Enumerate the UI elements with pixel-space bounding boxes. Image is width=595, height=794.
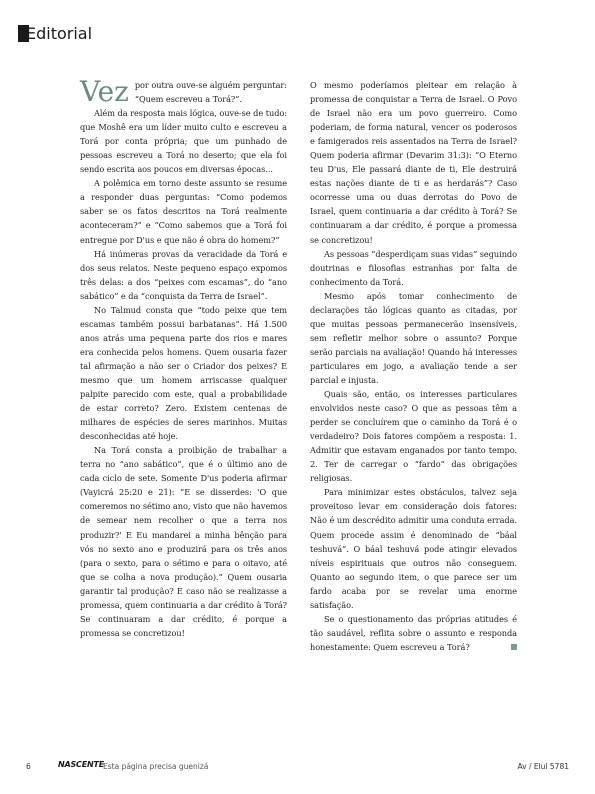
geniza-note: Esta página precisa guenizá	[103, 762, 209, 771]
section-header	[18, 22, 92, 42]
article-paragraph: O mesmo poderíamos pleitear em relação à promessa de conquistar a Terra de Israel. O Povo de Israel não era um povo guerreiro. Como poderiam, de forma natural, vencer os poderosos e famigerados reis assentados na Terra de Israel? Quem poderia afirmar (Devarim 31:3): “O Eterno teu D'us, Ele passará diante de ti, Ele destruirá estas nações diante de ti e as herdarás”? Caso ocorresse uma ou duas derrotas do Povo de Israel, quem continuaria a dar crédito à Torá? Se continuaram a dar crédito, é porque a promessa se concretizou!	[310, 80, 517, 245]
article-paragraph-final: Se o questionamento das próprias atitudes é tão saudável, reflita sobre o assunto e responda honestamente: Quem escreveu a Torá?	[310, 613, 517, 652]
page-number: 6	[26, 762, 31, 771]
article-paragraph: Na Torá consta a proibição de trabalhar a terra no “ano sabático”, que é o último ano de cada ciclo de sete. Somente D'us poderia afirmar (Vayicrá 25:20 e 21): “E se disserdes: 'O que comeremos no sétimo ano, visto que não havemos de semear nem recolher o que a terra nos produzir?' E Eu mandarei a minha bênção para vós no sexto ano e produzirá para os três anos (para o sexto, para o sétimo e para o oitavo, até que se colha a nova produção).” Quem ousaria garantir tal produção? E caso não se realizasse a promessa, quem continuaria a dar crédito à Torá? Se continuaram a dar crédito, é porque a promessa se concretizou!	[80, 445, 287, 638]
article-paragraph: Além da resposta mais lógica, ouve-se de tudo: que Moshê era um líder muito culto e escreveu a Torá por conta própria; que um punhado de pessoas escreveu a Torá no deserto; que ela foi sendo escrita aos poucos em diversas épocas...	[80, 108, 287, 175]
issue-date: Av / Elul 5781	[517, 762, 569, 771]
article-column-left	[80, 75, 287, 640]
article-paragraph: Para minimizar estes obstáculos, talvez seja proveitoso levar em consideração dois fatores: Não é um descrédito admitir uma conduta errada. Quem procede assim é denominado de “báal teshuvá”. O báal teshuvá pode atingir elevados níveis espirituais que outros não conseguem. Quanto ao segundo item, o que parece ser um fardo acaba por se revelar uma enorme satisfação.	[310, 487, 517, 610]
article-paragraph: As pessoas “desperdiçam suas vidas” seguindo doutrinas e filosofias estranhas por falta de conhecimento da Torá.	[310, 248, 517, 287]
article-paragraph: No Talmud consta que “todo peixe que tem escamas também possui barbatanas”. Há 1.500 anos atrás uma pequena parte dos rios e mares era conhecida pelos homens. Quem ousaria fazer tal afirmação a não ser o Criador dos peixes? E mesmo que um homem arriscasse qualquer palpite parecido com este, qual a probabilidade de estar correto? Zero. Existem centenas de milhares de espécies de seres marinhos. Muitas desconhecidas até hoje.	[80, 304, 287, 442]
article-paragraph: Há inúmeras provas da veracidade da Torá e dos seus relatos. Neste pequeno espaço expomos três delas: a dos “peixes com escamas”, do “ano sabático” e da “conquista da Terra de Israel”.	[80, 248, 287, 301]
article-paragraph: Quais são, então, os interesses particulares envolvidos neste caso? O que as pessoas têm a perder se concluírem que o caminho da Torá é o verdadeiro? Dois fatores compõem a resposta: 1. Admitir que estavam enganados por tanto tempo. 2. Ter de carregar o “fardo” das obrigações religiosas.	[310, 389, 517, 484]
article-paragraph: Vez por outra ouve-se alguém perguntar: “Quem escreveu a Torá?”.	[80, 75, 287, 108]
section-title: Editorial	[26, 24, 93, 43]
drop-cap: Vez	[80, 75, 129, 108]
magazine-logo: NASCENTE	[58, 760, 105, 769]
article-paragraph: A polêmica em torno deste assunto se resume a responder duas perguntas: “Como podemos saber se os fatos descritos na Torá realmente aconteceram?” e “Como sabemos que a Torá foi entregue por D'us e que não é obra do homem?”	[80, 178, 287, 245]
end-of-article-square-icon	[511, 644, 517, 650]
page-footer	[0, 760, 595, 774]
article-column-right	[310, 78, 517, 654]
article-paragraph: Mesmo após tomar conhecimento de declarações tão lógicas quanto as citadas, por que muitas pessoas permanecerão insensíveis, sem refletir melhor sobre o assunto? Porque serão parciais na avaliação! Quando há interesses particulares em jogo, a avaliação tende a ser parcial e injusta.	[310, 290, 517, 385]
